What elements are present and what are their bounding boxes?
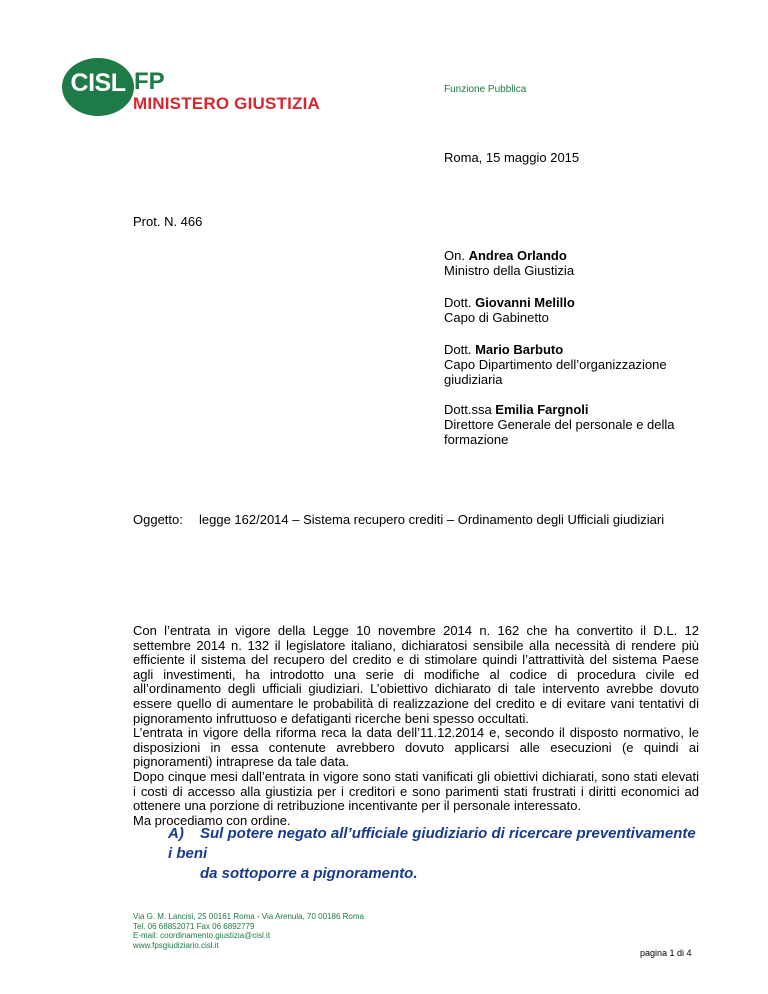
- page-number: pagina 1 di 4: [640, 948, 692, 958]
- recipient-barbuto: [444, 342, 724, 387]
- footer-website[interactable]: www.fpsgiudiziario.cisl.it: [133, 940, 219, 950]
- subject-text: legge 162/2014 – Sistema recupero crediti – Ordinamento degli Ufficiali giudiziari: [199, 512, 665, 527]
- recipient-fargnoli: [444, 402, 724, 447]
- footer-email[interactable]: E-mail: coordinamento.giustizia@cisl.it: [133, 931, 271, 941]
- letter-date: Roma, 15 maggio 2015: [444, 150, 580, 165]
- recipient-role: Capo Dipartimento dell’organizzazione: [444, 357, 667, 372]
- recipient-name: Andrea Orlando: [468, 248, 567, 263]
- section-a-line-2: da sottoporre a pignoramento.: [200, 865, 418, 882]
- footer-contacts: [133, 912, 364, 950]
- recipient-name: Mario Barbuto: [475, 342, 564, 357]
- recipient-name: Emilia Fargnoli: [495, 402, 589, 417]
- letter-body: [133, 624, 699, 828]
- body-paragraph: Ma procediamo con ordine.: [133, 812, 291, 828]
- footer-address: Via G. M. Lancisi, 25 00161 Roma - Via Arenula, 70 00186 Roma: [133, 912, 364, 921]
- recipient-prefix: On.: [444, 248, 469, 263]
- body-paragraph: Con l’entrata in vigore della Legge 10 novembre 2014 n. 162 che ha convertito il D.L. 12 settembre 2014 n. 132 il legislatore italiano, dichiaratosi sensibile alla necessità di rendere più efficiente il sistema del recupero del credito e di stimolare quindi l’attrattività del sistema Paese agli investimenti, ha introdotto una serie di modifiche al codice di procedura civile ed all’ordinamento degli ufficiali giudiziari. L’obiettivo dichiarato di tale intervento avrebbe dovuto essere quello di aumentare le probabilità di realizzazione del credito e di evitare vani tentativi di pignoramento infruttuoso e defatiganti ricerche beni spesso occultati.: [133, 623, 699, 726]
- section-a-label: A): [168, 825, 184, 842]
- body-paragraph: L’entrata in vigore della riforma reca la data dell’11.12.2014 e, secondo il disposto normativo, le disposizioni in essa contenute avrebbero dovuto applicarsi alle esecuzioni (e quindi ai pignoramenti) intraprese da tale data.: [133, 725, 699, 770]
- recipient-name: Giovanni Melillo: [475, 295, 575, 310]
- cisl-logo-text: CISL: [70, 69, 126, 97]
- recipient-role: Capo di Gabinetto: [444, 310, 549, 325]
- recipient-role: formazione: [444, 432, 509, 447]
- section-a-heading: [168, 824, 702, 884]
- recipient-role: Ministro della Giustizia: [444, 263, 575, 278]
- recipient-melillo: [444, 295, 724, 325]
- subject-label: Oggetto:: [133, 512, 183, 527]
- funzione-pubblica-label: Funzione Pubblica: [444, 84, 527, 95]
- recipient-role: Direttore Generale del personale e della: [444, 417, 675, 432]
- section-a-line-1: Sul potere negato all’ufficiale giudiziario di ricercare preventivamente i beni: [168, 825, 696, 862]
- protocol-number: Prot. N. 466: [133, 214, 203, 229]
- recipient-prefix: Dott.: [444, 295, 476, 310]
- ministero-giustizia-title: MINISTERO GIUSTIZIA: [133, 94, 321, 113]
- recipient-role: giudiziaria: [444, 372, 503, 387]
- recipient-prefix: Dott.: [444, 342, 476, 357]
- recipient-prefix: Dott.ssa: [444, 402, 496, 417]
- recipient-orlando: [444, 248, 724, 278]
- body-paragraph: Dopo cinque mesi dall’entrata in vigore sono stati vanificati gli obiettivi dichiarati, sono stati elevati i costi di accesso alla giustizia per i creditori e sono parimenti stati frustrati i diritti economici ad ottenere una porzione di retribuzione incentivante per il personale interessato.: [133, 768, 699, 814]
- footer-phone: Tel. 06 68852071 Fax 06 6892779: [133, 921, 255, 931]
- fp-logo-text: FP: [134, 68, 165, 95]
